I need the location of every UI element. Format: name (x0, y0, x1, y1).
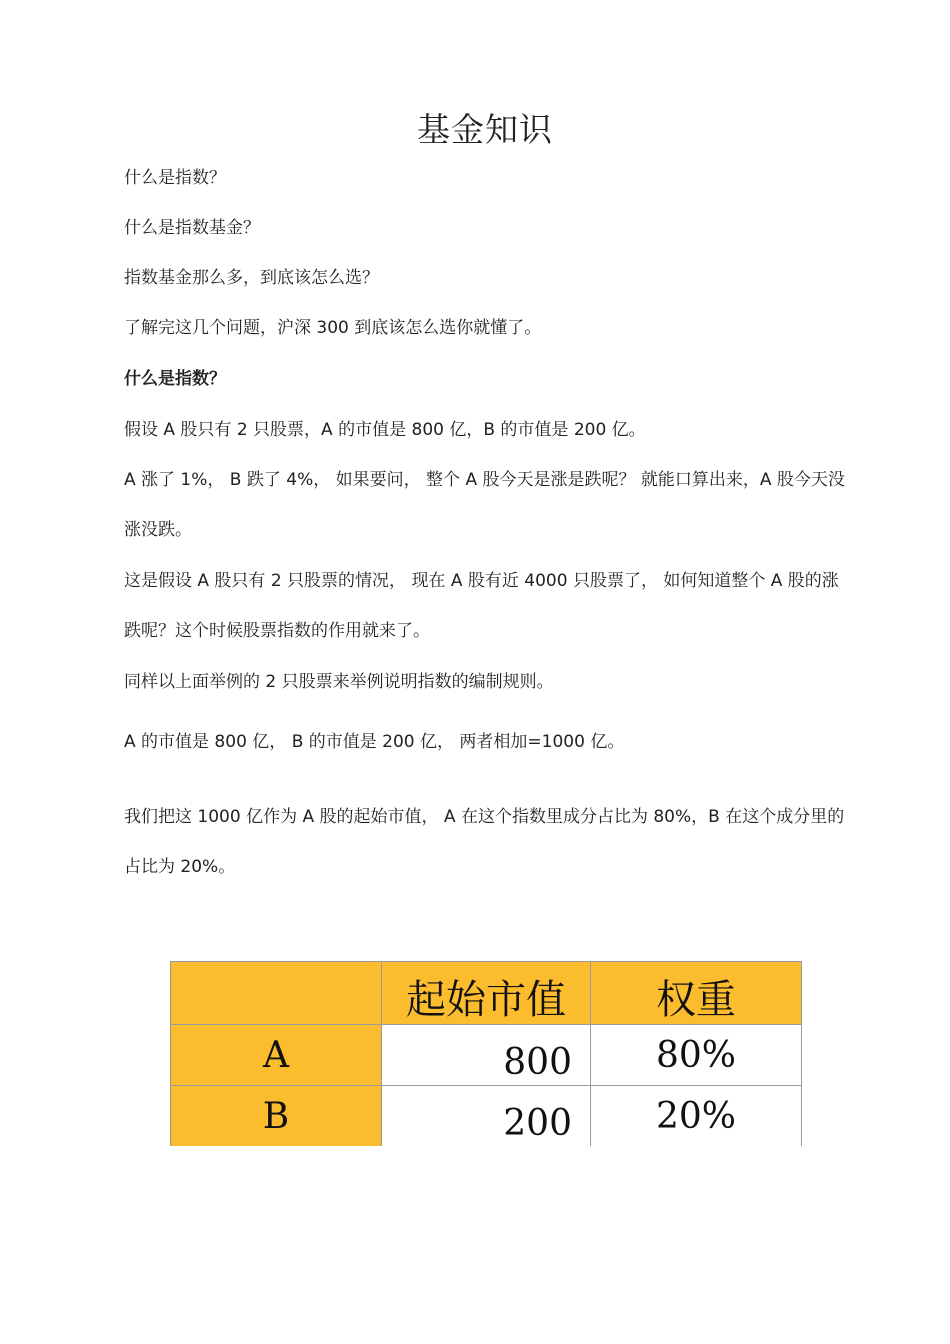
table-cell-market-value: 200 (382, 1086, 591, 1147)
table-header-empty (171, 962, 382, 1025)
paragraph-question-2: 什么是指数基金？ (124, 218, 260, 238)
paragraph-assumption: 假设 A 股只有 2 只股票，A 的市值是 800 亿，B 的市值是 200 亿。 (124, 420, 646, 440)
document-title: 基金知识 (417, 110, 553, 149)
table-row-label: A (171, 1025, 382, 1086)
paragraph-question-3: 指数基金那么多，到底该怎么选？ (124, 268, 379, 288)
table-cell-weight: 80% (591, 1025, 802, 1086)
paragraph-example: A 涨了 1%， B 跌了 4%， 如果要问， 整个 A 股今天是涨是跌呢？ 就能口算出来，A 股今天没涨没跌。 (124, 470, 845, 540)
table-header-weight: 权重 (591, 962, 802, 1025)
table-row (171, 1086, 802, 1147)
weight-table (170, 961, 802, 1146)
table-cell-weight: 20% (591, 1086, 802, 1147)
paragraph-question-1: 什么是指数？ (124, 168, 226, 188)
table-cell-market-value: 800 (382, 1025, 591, 1086)
section-heading: 什么是指数？ (124, 369, 226, 389)
table-row-label: B (171, 1086, 382, 1147)
paragraph-intro: 了解完这几个问题，沪深 300 到底该怎么选你就懂了。 (124, 318, 542, 338)
table-header-market-value: 起始市值 (382, 962, 591, 1025)
paragraph-index-purpose: 这是假设 A 股只有 2 只股票的情况， 现在 A 股有近 4000 只股票了， 如何知道整个 A 股的涨跌呢？这个时候股票指数的作用就来了。 (124, 571, 839, 641)
paragraph-rule-intro: 同样以上面举例的 2 只股票来举例说明指数的编制规则。 (124, 672, 554, 692)
paragraph-weights: 我们把这 1000 亿作为 A 股的起始市值， A 在这个指数里成分占比为 80%，B 在这个成分里的占比为 20%。 (124, 807, 845, 877)
paragraph-market-sum: A 的市值是 800 亿， B 的市值是 200 亿， 两者相加=1000 亿。 (124, 732, 625, 752)
table-row (171, 1025, 802, 1086)
table-header-row (171, 962, 802, 1025)
